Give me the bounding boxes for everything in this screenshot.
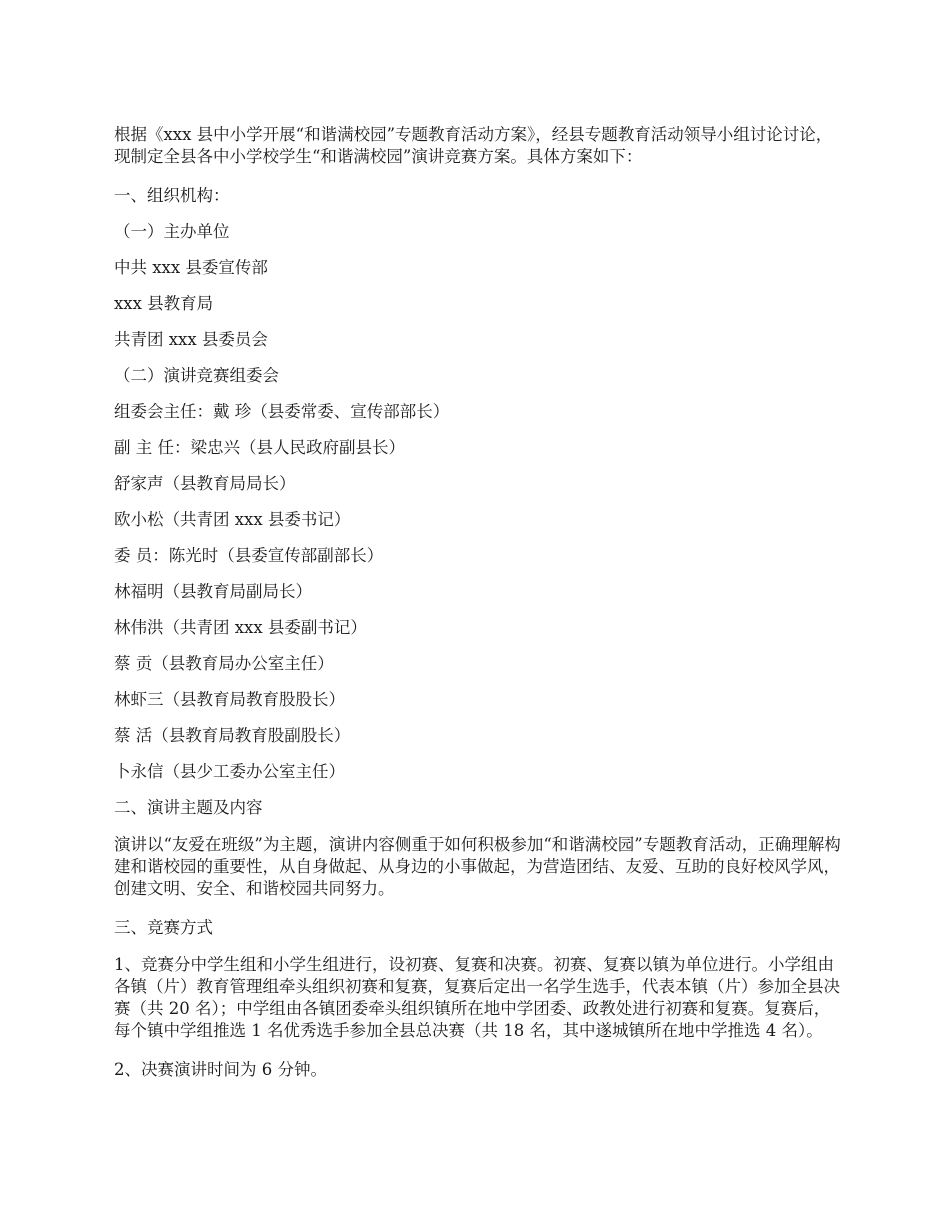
committee-member: 蔡 贡（县教育局办公室主任） xyxy=(114,654,334,673)
committee-member: 副 主 任：梁忠兴（县人民政府副县长） xyxy=(114,438,405,457)
document-page xyxy=(114,124,844,1088)
organizer-line: xxx 县教育局 xyxy=(114,294,214,313)
organizer-line: 共青团 xxx 县委员会 xyxy=(114,330,268,349)
organizer-line: 中共 xxx 县委宣传部 xyxy=(114,258,268,277)
committee-member: 林虾三（县教育局教育股股长） xyxy=(114,690,345,709)
committee-member: 林伟洪（共青团 xxx 县委副书记） xyxy=(114,618,367,637)
committee-member: 组委会主任：戴 珍（县委常委、宣传部部长） xyxy=(114,402,450,421)
subheading-organizers: （一）主办单位 xyxy=(114,222,230,241)
committee-member: 委 员：陈光时（县委宣传部副部长） xyxy=(114,546,384,565)
intro-paragraph: 根据《xxx 县中小学开展“和谐满校园”专题教育活动方案》，经县专题教育活动领导小组讨论讨论，现制定全县各中小学校学生“和谐满校园”演讲竞赛方案。具体方案如下： xyxy=(114,125,833,166)
committee-member: 舒家声（县教育局局长） xyxy=(114,474,296,493)
section-heading-method: 三、竞赛方式 xyxy=(114,918,213,937)
theme-paragraph: 演讲以“友爱在班级”为主题，演讲内容侧重于如何积极参加“和谐满校园”专题教育活动，正确理解构建和谐校园的重要性，从自身做起、从身边的小事做起，为营造团结、友爱、互助的良好校风学风，创建文明、安全、和谐校园共同努力。 xyxy=(114,835,841,898)
section-heading-organization: 一、组织机构： xyxy=(114,186,230,205)
committee-member: 蔡 活（县教育局教育股副股长） xyxy=(114,726,351,745)
subheading-committee: （二）演讲竞赛组委会 xyxy=(114,366,279,385)
committee-member: 卜永信（县少工委办公室主任） xyxy=(114,762,345,781)
section-heading-theme: 二、演讲主题及内容 xyxy=(114,798,263,817)
method-item-1: 1、竞赛分中学生组和小学生组进行，设初赛、复赛和决赛。初赛、复赛以镇为单位进行。小学组由各镇（片）教育管理组牵头组织初赛和复赛，复赛后定出一名学生选手，代表本镇（片）参加全县决赛（共 20 名）；中学组由各镇团委牵头组织镇所在地中学团委、政教处进行初赛和复赛。复赛后，每个镇中学组推选 1 名优秀选手参加全县总决赛（共 18 名，其中遂城镇所在地中学推选 4 名）。 xyxy=(114,955,840,1040)
method-item-2: 2、决赛演讲时间为 6 分钟。 xyxy=(114,1060,327,1079)
committee-member: 林福明（县教育局副局长） xyxy=(114,582,312,601)
committee-member: 欧小松（共青团 xxx 县委书记） xyxy=(114,510,351,529)
